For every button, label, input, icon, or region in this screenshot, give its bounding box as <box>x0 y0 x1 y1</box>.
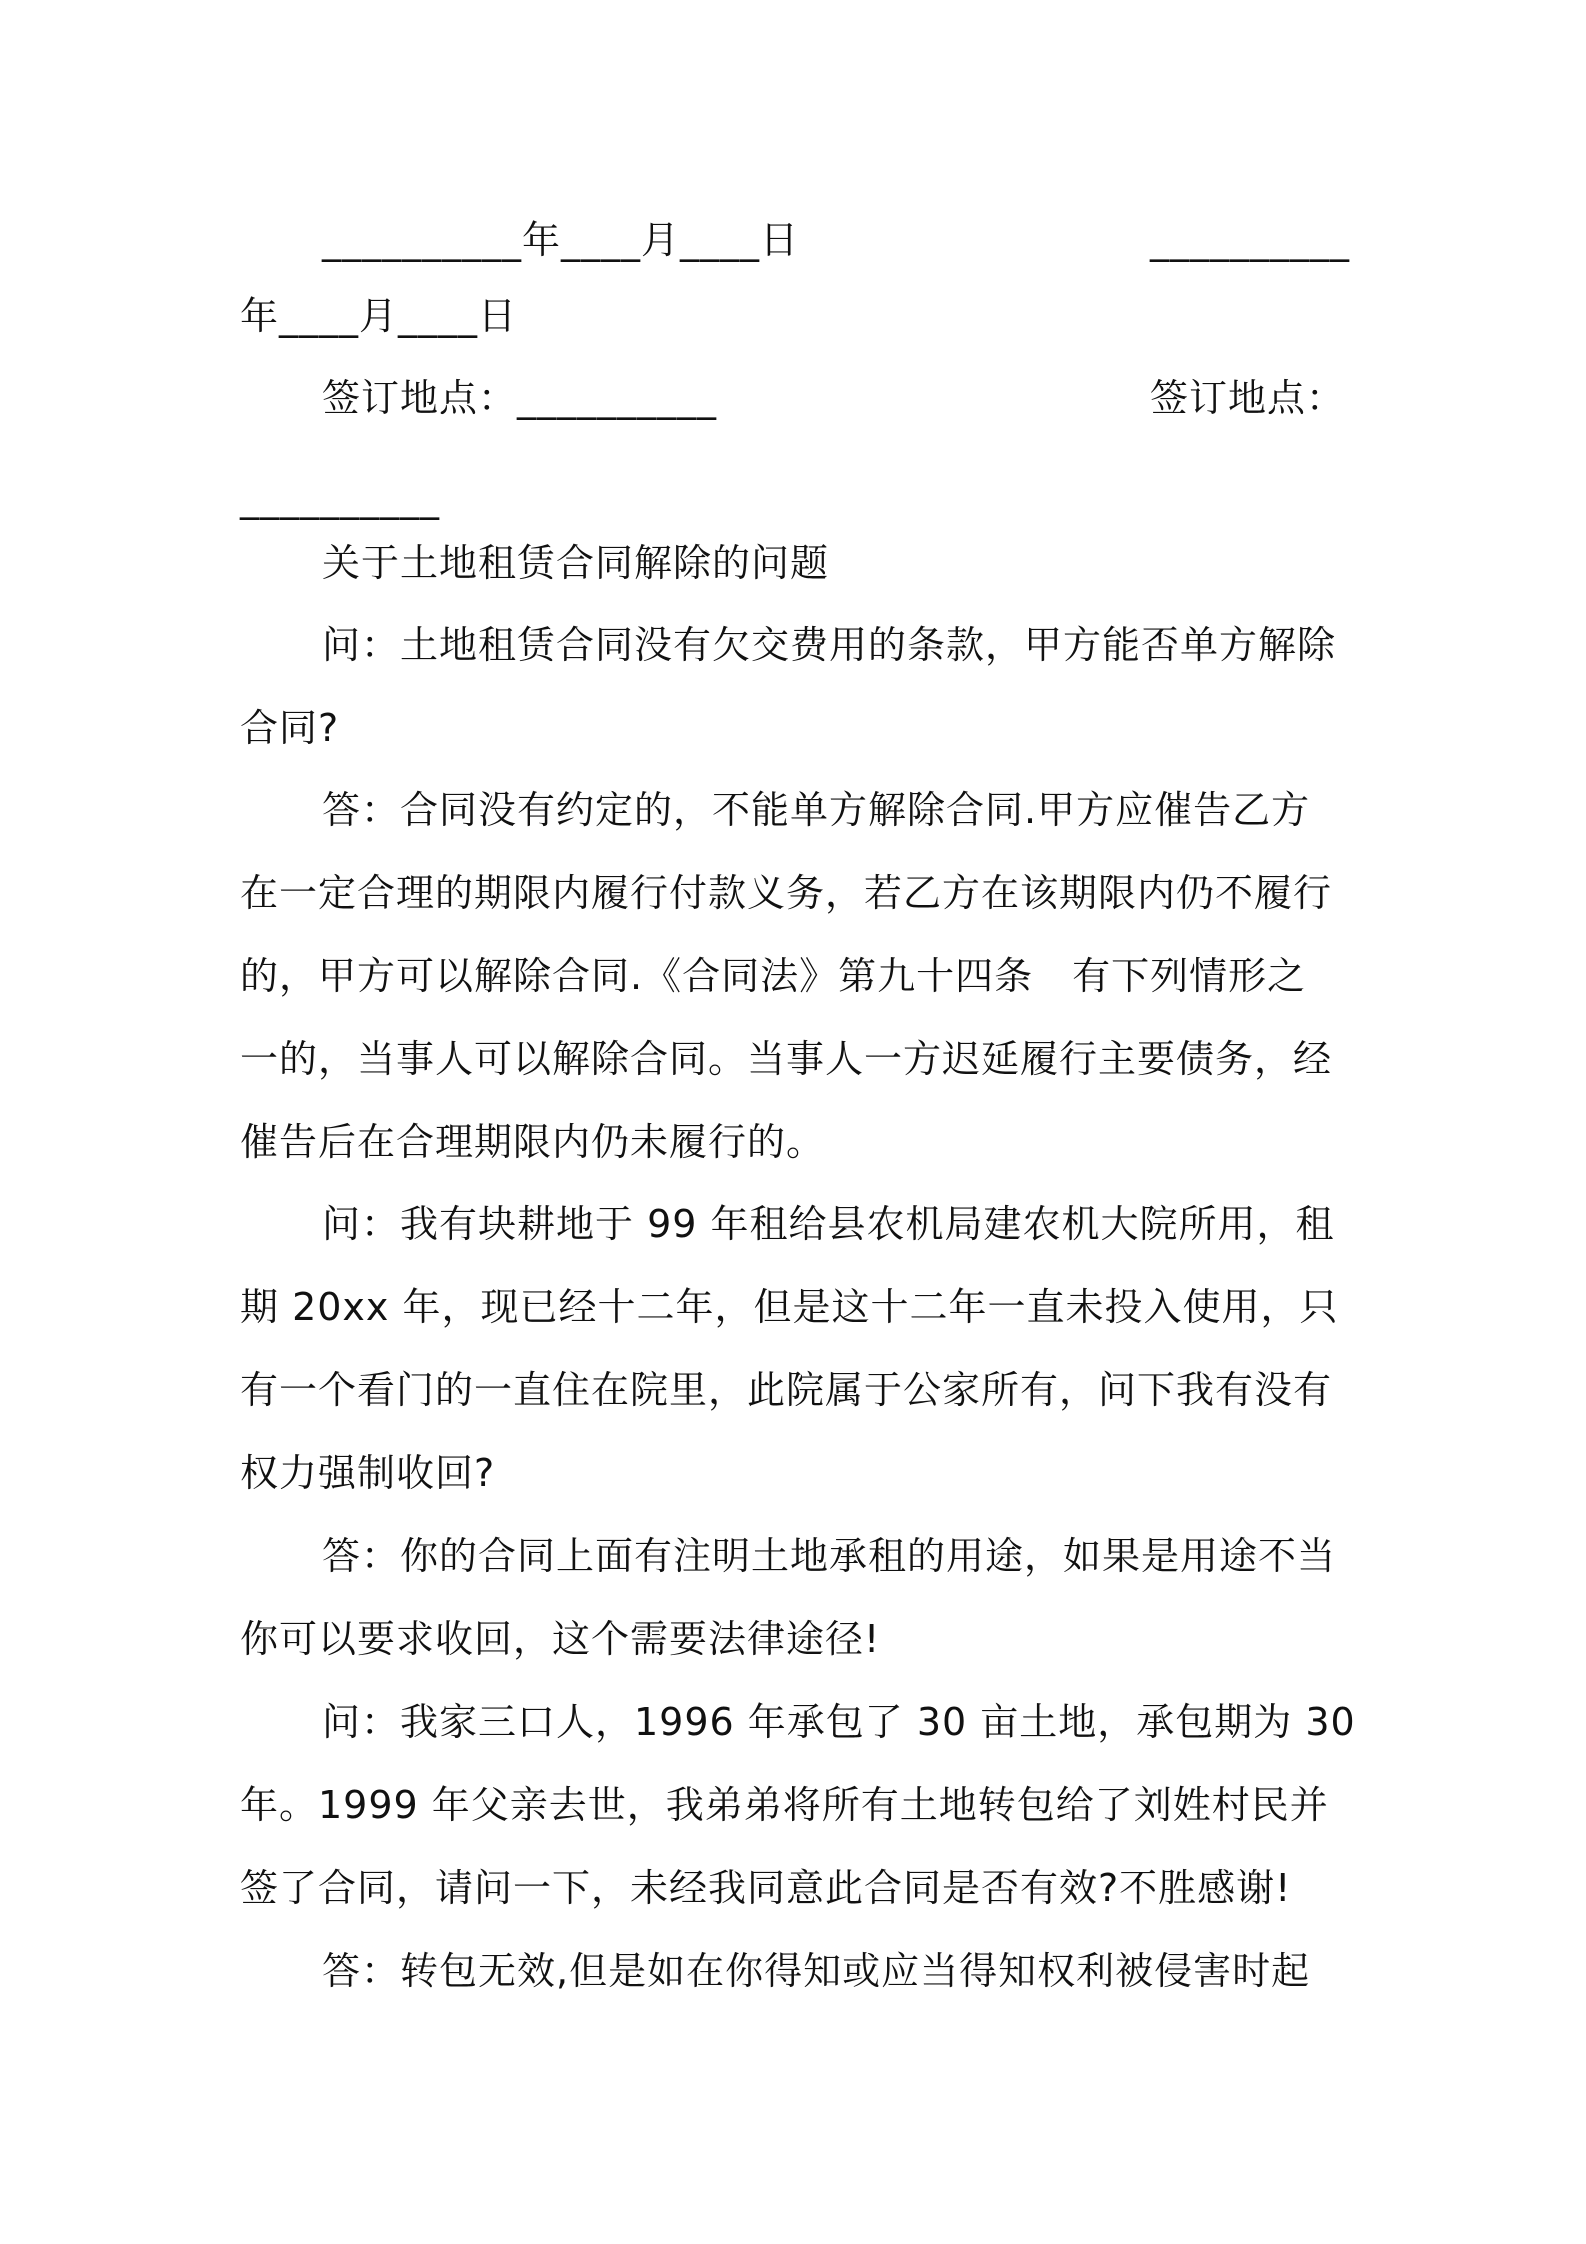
section-title: 关于土地租赁合同解除的问题 <box>322 541 830 585</box>
paragraph-line: 一的，当事人可以解除合同。当事人一方迟延履行主要债务，经 <box>240 1037 1333 1081</box>
signature-date-right-rest: 年____月____日 <box>240 294 518 338</box>
signature-date-right-blank: __________ <box>1150 218 1350 262</box>
signature-date-left: __________年____月____日 <box>322 218 800 262</box>
paragraph-line: 合同? <box>240 706 340 750</box>
paragraph-line: 在一定合理的期限内履行付款义务，若乙方在该期限内仍不履行 <box>240 871 1333 915</box>
paragraph-line: 答：合同没有约定的，不能单方解除合同.甲方应催告乙方 <box>322 788 1311 832</box>
paragraph-line: 签了合同，请问一下，未经我同意此合同是否有效?不胜感谢! <box>240 1866 1292 1910</box>
paragraph-line: 催告后在合理期限内仍未履行的。 <box>240 1120 826 1164</box>
paragraph-line: 问：土地租赁合同没有欠交费用的条款，甲方能否单方解除 <box>322 623 1337 667</box>
paragraph-line: 答：你的合同上面有注明土地承租的用途，如果是用途不当 <box>322 1534 1337 1578</box>
paragraph-line: 权力强制收回? <box>240 1451 496 1495</box>
paragraph-line: 的，甲方可以解除合同.《合同法》第九十四条 有下列情形之 <box>240 954 1307 998</box>
paragraph-line: 期 20xx 年，现已经十二年，但是这十二年一直未投入使用，只 <box>240 1285 1339 1329</box>
paragraph-line: 问：我有块耕地于 99 年租给县农机局建农机大院所用，租 <box>322 1202 1335 1246</box>
paragraph-line: 答：转包无效,但是如在你得知或应当得知权利被侵害时起 <box>322 1949 1311 1993</box>
paragraph-line: 你可以要求收回，这个需要法律途径! <box>240 1617 881 1661</box>
paragraph-line: 有一个看门的一直住在院里，此院属于公家所有，问下我有没有 <box>240 1368 1333 1412</box>
paragraph-line: 年。1999 年父亲去世，我弟弟将所有土地转包给了刘姓村民并 <box>240 1783 1329 1827</box>
signature-place-right-label: 签订地点： <box>1150 376 1346 420</box>
paragraph-line: 问：我家三口人，1996 年承包了 30 亩土地，承包期为 30 <box>322 1700 1356 1744</box>
signature-place-left: 签订地点：__________ <box>322 376 718 420</box>
signature-place-right-blank: __________ <box>240 476 440 520</box>
